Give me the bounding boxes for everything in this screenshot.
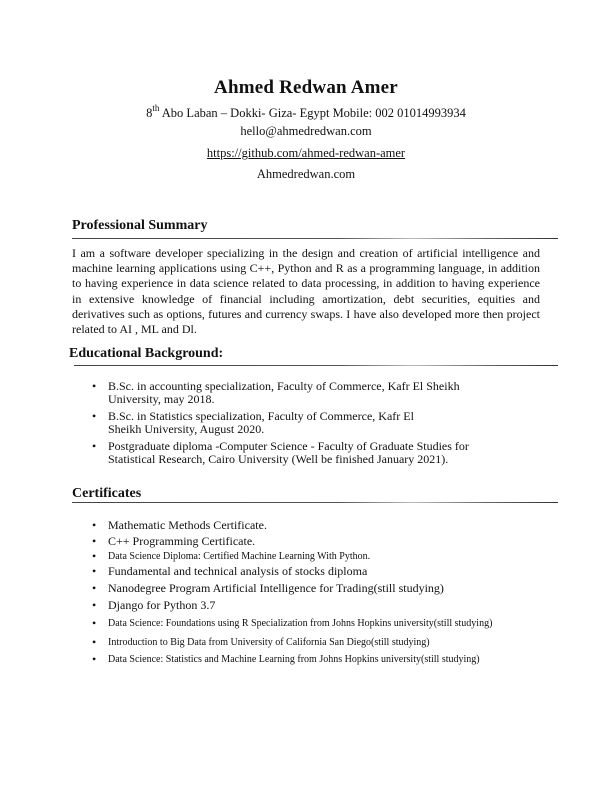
- summary-paragraph: I am a software developer specializing in the design and creation of artificial intelligence and machine learning applications using C++, Python and R as a programming language, in addition to having experience in data science related to data processing, in addition to having experience in extensive knowledge of financial including amortization, debt securities, equities and derivatives such as options, futures and currency swaps. I have also developed more then project related to AI , ML and Dl.: [72, 246, 540, 337]
- certificate-item: • Django for Python 3.7: [92, 597, 572, 614]
- certificate-item: • C++ Programming Certificate.: [92, 534, 572, 550]
- certificate-item: • Fundamental and technical analysis of stocks diploma: [92, 564, 572, 580]
- education-list: [92, 380, 482, 470]
- section-divider: [74, 365, 558, 366]
- certificate-item: • Introduction to Big Data from University of California San Diego(still studying): [92, 633, 572, 652]
- section-divider: [72, 238, 558, 239]
- section-title-summary: Professional Summary: [72, 218, 208, 233]
- candidate-name: Ahmed Redwan Amer: [214, 77, 398, 98]
- certificate-item: • Data Science Diploma: Certified Machine Learning With Python.: [92, 549, 572, 564]
- website: Ahmedredwan.com: [256, 167, 356, 181]
- education-item: • B.Sc. in Statistics specialization, Faculty of Commerce, Kafr El Sheikh University, August 2020.: [92, 410, 438, 436]
- certificate-item: • Data Science: Foundations using R Specialization from Johns Hopkins university(still studying): [92, 614, 572, 633]
- address-number: 8: [146, 106, 153, 121]
- github-link[interactable]: https://github.com/ahmed-redwan-amer: [206, 146, 406, 160]
- certificate-item: • Mathematic Methods Certificate.: [92, 518, 572, 534]
- address-ordinal: th: [152, 103, 160, 113]
- certificate-item: • Nanodegree Program Artificial Intelligence for Trading(still studying): [92, 580, 572, 597]
- address-line: [0, 104, 612, 121]
- education-item: • B.Sc. in accounting specialization, Faculty of Commerce, Kafr El Sheikh University, may 2018.: [92, 380, 482, 406]
- address-and-mobile: Abo Laban – Dokki- Giza- Egypt Mobile: 002 01014993934: [159, 106, 466, 121]
- education-item: • Postgraduate diploma -Computer Science - Faculty of Graduate Studies for Statistical Research, Cairo University (Well be finished January 2021).: [92, 440, 482, 466]
- certificates-list: [92, 518, 572, 667]
- section-title-education: Educational Background:: [69, 346, 224, 361]
- section-title-certificates: Certificates: [72, 486, 142, 501]
- certificate-item: • Data Science: Statistics and Machine Learning from Johns Hopkins university(still studying): [92, 652, 572, 667]
- section-divider: [72, 502, 558, 503]
- github-line: [0, 146, 612, 161]
- email: hello@ahmedredwan.com: [240, 124, 372, 138]
